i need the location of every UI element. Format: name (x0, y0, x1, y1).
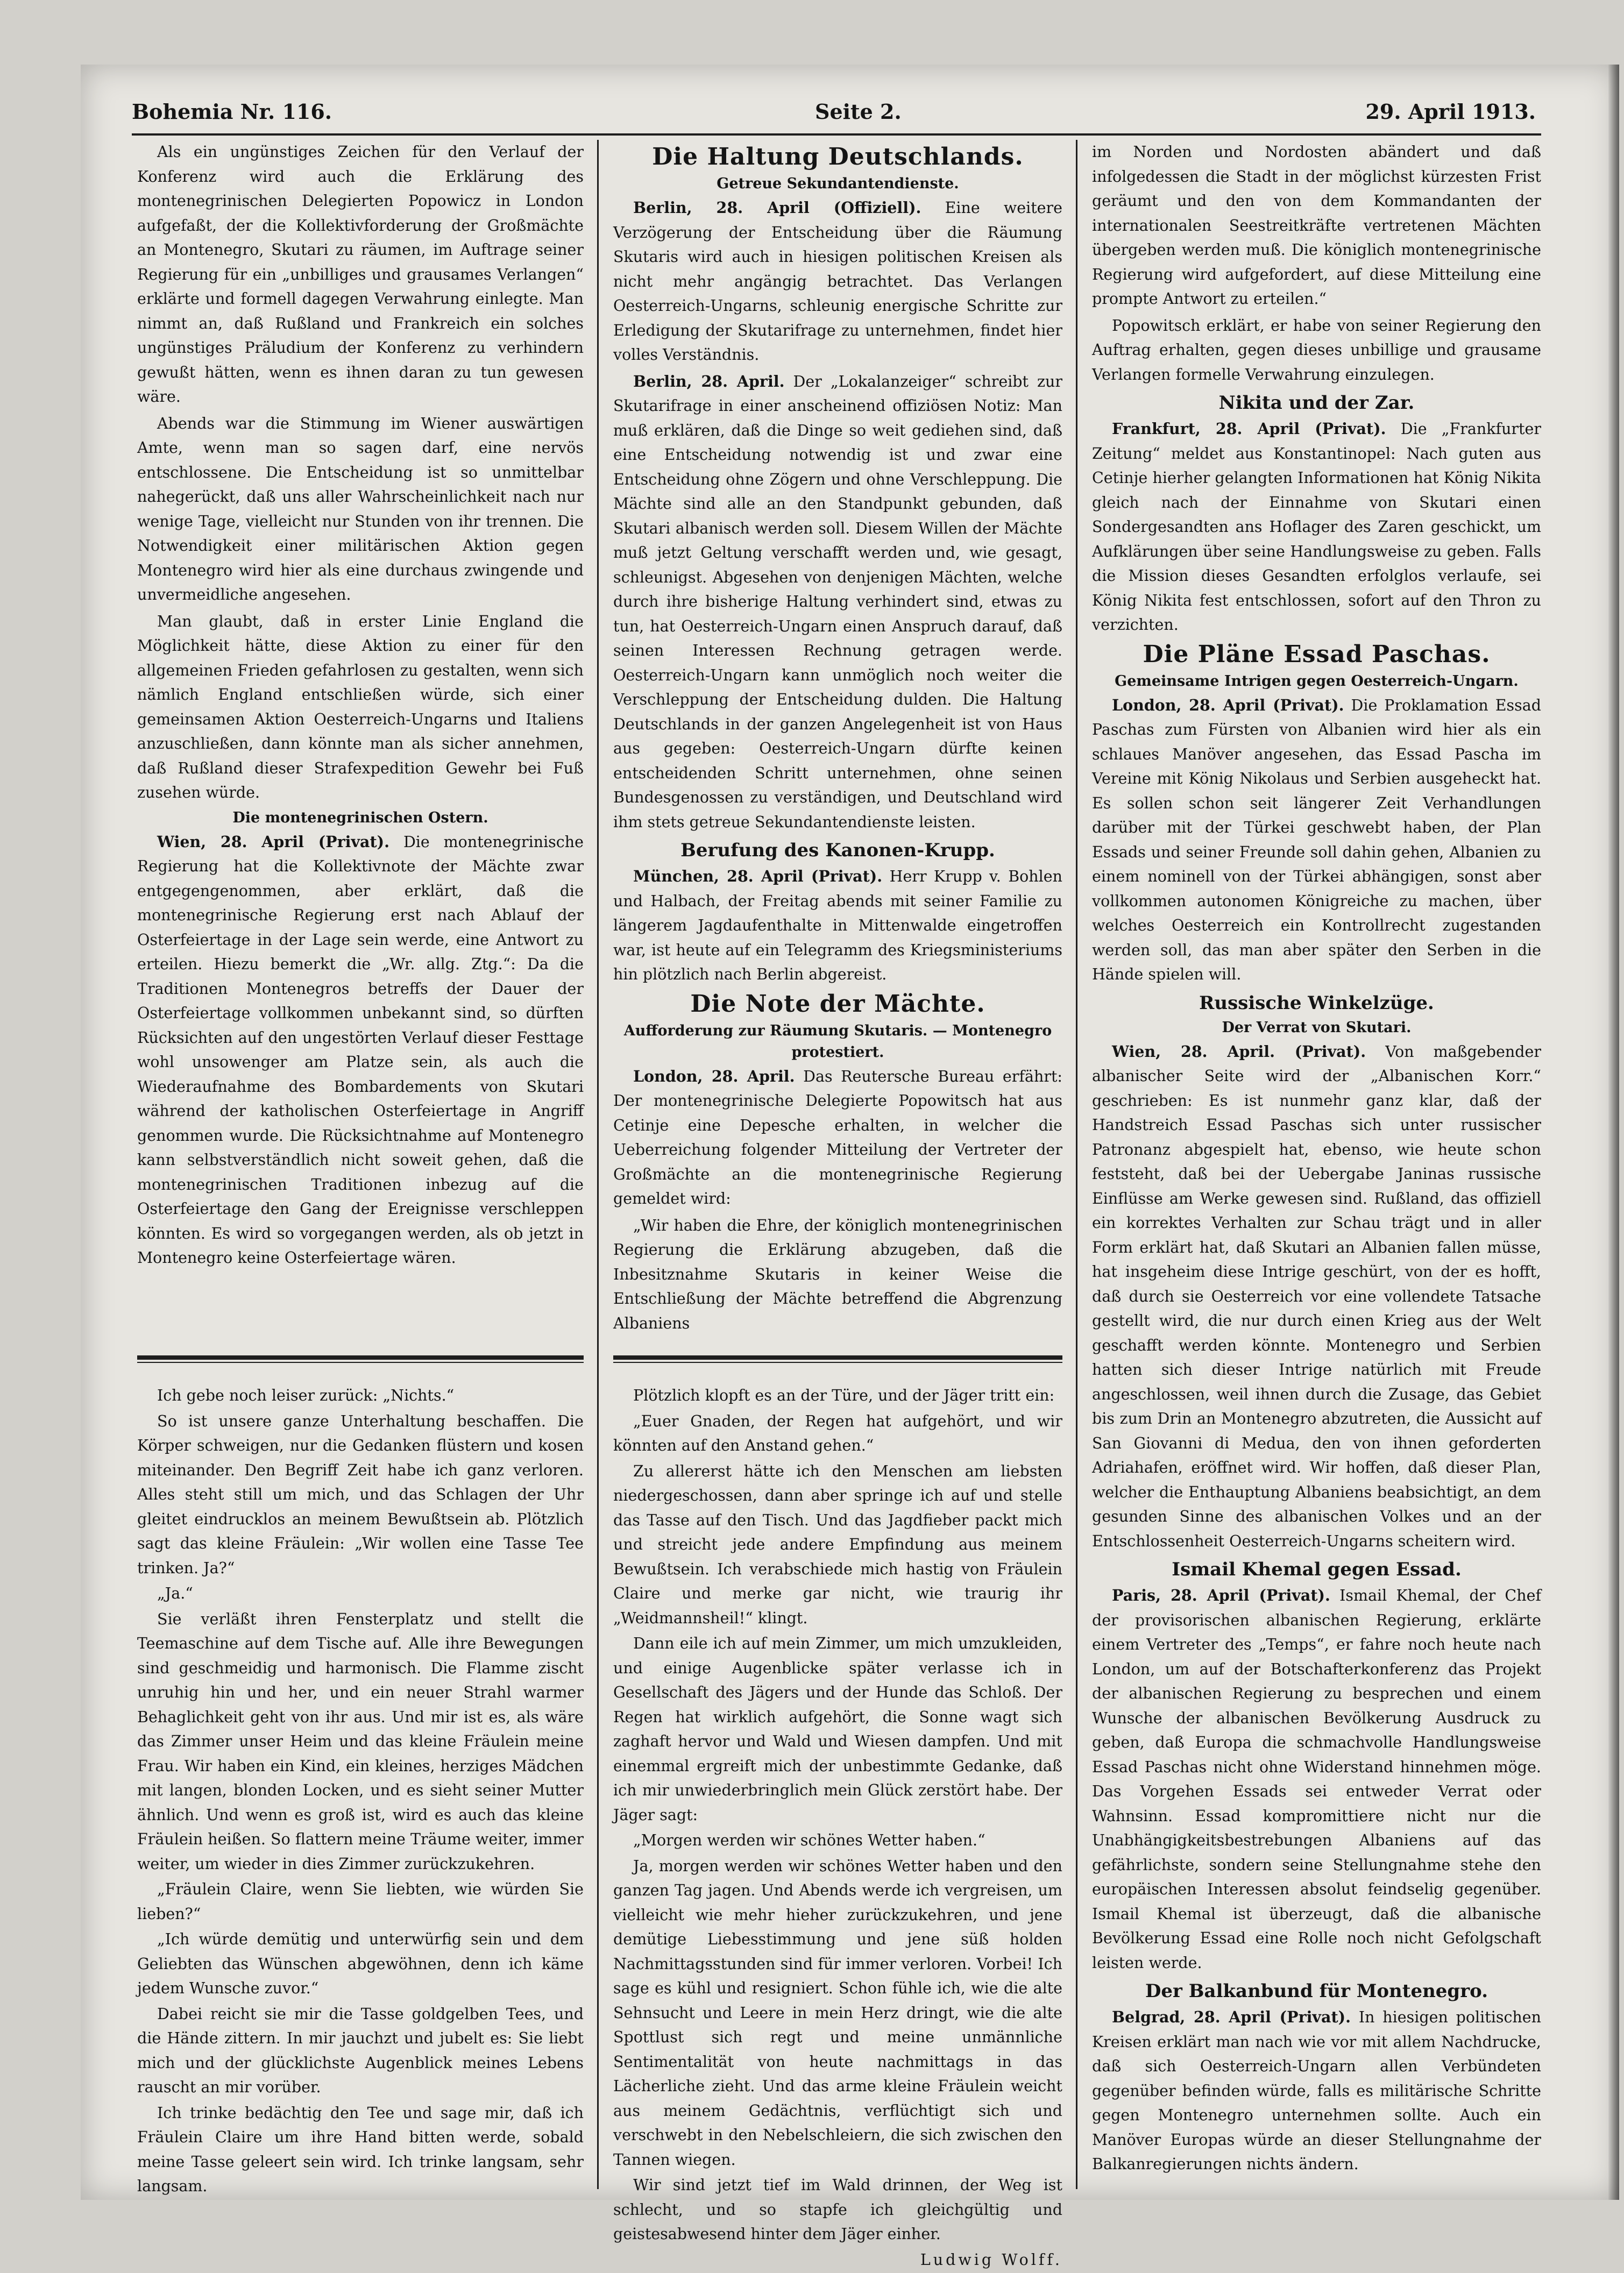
article-text: Das Reutersche Bureau erfährt: Der montenegrinische Delegierte Popowitsch hat aus Cetinje eine Depesche erhalten, in welcher die Ueberreichung folgender Mitteilung der Vertreter der Großmächte an die montenegrinische Regierung gemeldet wird: (613, 1067, 1062, 1207)
issue-date: 29. April 1913. (1365, 100, 1536, 124)
dateline: Frankfurt, 28. April (Privat). (1112, 420, 1386, 438)
feuilleton-paragraph: Dabei reicht sie mir die Tasse goldgelben Tees, und die Hände zittern. In mir jauchzt und jubelt es: Sie liebt mich und der glücklichste Augenblick meines Lebens rauscht an mir vorüber. (137, 2005, 584, 2096)
author-signature: Ludwig Wolff. (920, 2250, 1062, 2269)
article-headline: Ismail Khemal gegen Essad. (1172, 1559, 1462, 1580)
article-text: Die „Frankfurter Zeitung“ meldet aus Konstantinopel: Nach guten aus Cetinje hierher gelangten Informationen hat König Nikita gleich nach der Einnahme von Skutari einen Sondergesandten ans Hoflager des Zaren geschickt, um Aufklärungen über seine Handlungsweise zu geben. Falls die Mission dieses Gesandten erfolglos verlaufe, sei König Nikita fest entschlossen, sofort auf den Thron zu verzichten. (1092, 420, 1542, 634)
header-rule (132, 133, 1541, 136)
article-paragraph: Als ein ungünstiges Zeichen für den Verlauf der Konferenz wird auch die Erklärung des montenegrinischen Delegierten Popowicz in London aufgefaßt, der die Kollektivforderung der Großmächte an Montenegro, Skutari zu räumen, im Auftrage seiner Regierung für ein „unbilliges und grausames Verlangen“ erklärte und formell dagegen Verwahrung einlegte. Man nimmt an, daß Rußland und Frankreich ein solches ungünstiges Präludium der Konferenz zu verhindern gewußt hätten, wenn es ihnen daran zu tun gewesen wäre. (137, 143, 584, 406)
article-paragraph: „Wir haben die Ehre, der königlich montenegrinischen Regierung die Erklärung abzugeben, daß die Inbesitznahme Skutaris in keiner Weise die Entschließung der Mächte betreffend die Abgrenzung Albaniens (613, 1216, 1062, 1332)
feuilleton-column-1 (137, 1383, 584, 2200)
article-headline: Nikita und der Zar. (1218, 392, 1415, 414)
feuilleton-column-2 (613, 1383, 1062, 2273)
article-paragraph: Abends war die Stimmung im Wiener auswärtigen Amte, wenn man so sagen darf, eine nervös entschlossene. Die Entscheidung ist so unmittelbar nahegerückt, daß uns aller Wahrscheinlichkeit nach nur wenige Tage, vielleicht nur Stunden von ihr trennen. Die Notwendigkeit einer militärischen Aktion gegen Montenegro wird hier als eine durchaus zwingende und unvermeidliche angesehen. (137, 414, 584, 603)
feuilleton-paragraph: „Ja.“ (157, 1585, 193, 1602)
article-headline: Die Note der Mächte. (690, 990, 985, 1018)
feuilleton-paragraph: Ich trinke bedächtig den Tee und sage mir, daß ich Fräulein Claire um ihre Hand bitten werde, sobald meine Tasse geleert sein wird. Ich trinke langsam, sehr langsam. (137, 2104, 584, 2195)
article-text: Ismail Khemal, der Chef der provisorischen albanischen Regierung, erklärte einem Vertreter des „Temps“, er fahre noch heute nach London, um auf der Botschafterkonferenz das Projekt der albanischen Regierung zu besprechen und einem Wunsche der albanischen Bevölkerung Ausdruck zu geben, daß Europa die schmachvolle Handlungsweise Essad Paschas nicht ohne Widerstand hinnehmen möge. Das Vorgehen Essads sei entweder Verrat oder Wahnsinn. Essad kompromittiere nicht nur die Unabhängigkeitsbestrebungen Albaniens auf das gefährlichste, sondern seine Stellungnahme stehe den europäischen Interessen absolut feindselig gegenüber. Ismail Khemal ist überzeugt, daß die albanische Bevölkerung Essad eine Rolle noch nicht Gefolgschaft leisten werde. (1092, 1587, 1541, 1972)
feuilleton-paragraph: „Morgen werden wir schönes Wetter haben.“ (633, 1831, 985, 1849)
feuilleton-paragraph: „Fräulein Claire, wenn Sie liebten, wie würden Sie lieben?“ (137, 1880, 584, 1923)
article-headline: Der Balkanbund für Montenegro. (1145, 1980, 1488, 2002)
article-headline: Russische Winkelzüge. (1199, 992, 1434, 1014)
article-paragraph: Popowitsch erklärt, er habe von seiner Regierung den Auftrag erhalten, gegen dieses unbillige und grausame Verlangen formelle Verwahrung einzulegen. (1092, 316, 1541, 383)
feuilleton-paragraph: Zu allererst hätte ich den Menschen am liebsten niedergeschossen, dann aber springe ich auf und stelle das Tasse auf den Tisch. Und das Jagdfieber packt mich und streicht jede andere Empfindung aus meinem Bewußtsein. Ich verabschiede mich hastig von Fräulein Claire und merke gar nicht, wie traurig ihr „Weidmannsheil!“ klingt. (613, 1462, 1062, 1627)
article-paragraph: Man glaubt, daß in erster Linie England die Möglichkeit hätte, diese Aktion zu einer für den allgemeinen Frieden gefahrlosen zu gestalten, wenn sich nämlich England entschließen würde, sich einer gemeinsamen Aktion Oesterreich-Ungarns und Italiens anzuschließen, dann könnte man als sicher annehmen, daß Rußland dieser Strafexpedition Gewehr bei Fuß zusehen würde. (137, 612, 584, 801)
article-subheading: Der Verrat von Skutari. (1222, 1019, 1412, 1036)
dateline: London, 28. April. (633, 1067, 795, 1085)
article-subheading: Aufforderung zur Räumung Skutaris. — Montenegro protestiert. (623, 1022, 1052, 1061)
feuilleton-paragraph: Ja, morgen werden wir schönes Wetter haben und den ganzen Tag jagen. Und Abends werde ich vergreisen, um vielleicht wie mehr hieher zurückzukehren, und jene demütige Liebesstimmung und jene süß holden Nachmittagsstunden sind für immer verloren. Vorbei! Ich sage es kühl und resigniert. Schon fühle ich, wie die alte Sehnsucht und Leere in mein Herz dringt, wie die alte Spottlust sich regt und meine unmännliche Sentimentalität von heute nachmittags in das Lächerliche zieht. Und das arme kleine Fräulein weicht aus meinem Gedächtnis, verflüchtigt sich und verschwebt in den Nebelschleiern, die sich zwischen den Tannen wiegen. (613, 1857, 1062, 2169)
article-text: Die montenegrinische Regierung hat die Kollektivnote der Mächte zwar entgegengenommen, aber erklärt, daß die montenegrinische Regierung erst nach Ablauf der Osterfeiertage in der Lage sein werde, eine Antwort zu erteilen. Hiezu bemerkt die „Wr. allg. Ztg.“: Da die Traditionen Montenegros betreffs der Dauer der Osterfeiertage vollkommen unbekannt sind, so dürften Rücksichten auf den ungestörten Verlauf dieser Festtage wohl unsowenger am Platze sein, als auch die Wiederaufnahme des Bombardements von Skutari während der katholischen Osterfeiertage in Angriff genommen wurde. Die Rücksichtnahme auf Montenegro kann selbstverständlich nicht soweit gehen, daß die montenegrinischen Traditionen inbezug auf die Osterfeiertage den Gang der Ereignisse verschleppen könnten. Es wird so vorgegangen werden, als ob jetzt in Montenegro keine Osterfeiertage wären. (137, 833, 584, 1267)
feuilleton-paragraph: Ich gebe noch leiser zurück: „Nichts.“ (157, 1387, 455, 1404)
column-2 (613, 140, 1062, 1338)
feuilleton-paragraph: Wir sind jetzt tief im Wald drinnen, der Weg ist schlecht, und so stapfe ich gleichgültig und geistesabwesend hinter dem Jäger einher. (613, 2176, 1062, 2243)
dateline: Paris, 28. April (Privat). (1112, 1586, 1330, 1604)
article-headline: Die Pläne Essad Paschas. (1143, 640, 1491, 668)
article-subheading: Gemeinsame Intrigen gegen Oesterreich-Ungarn. (1115, 672, 1519, 690)
column-1 (137, 140, 584, 1273)
feuilleton-column-divider (597, 1372, 599, 2189)
article-paragraph: im Norden und Nordosten abändert und daß infolgedessen die Stadt in der möglichst kürzesten Frist geräumt und den von dem Kommandanten der internationalen Seestreitkräfte vertretenen Mächten übergeben werden muß. Die königlich montenegrinische Regierung wird aufgefordert, auf diese Mitteilung eine prompte Antwort zu erteilen.“ (1092, 143, 1541, 308)
feuilleton-paragraph: „Ich würde demütig und unterwürfig sein und dem Geliebten das Wünschen abgewöhnen, denn ich käme jedem Wunsche zuvor.“ (137, 1930, 584, 1997)
dateline: Berlin, 28. April (Offiziell). (633, 198, 921, 217)
article-text: Herr Krupp v. Bohlen und Halbach, der Freitag abends mit seiner Familie zu längerem Jagdaufenthalte in Mittenwalde eingetroffen war, ist heute auf ein Telegramm des Kriegsministeriums hin plötzlich nach Berlin abgereist. (613, 868, 1062, 983)
article-subheading: Getreue Sekundantendienste. (717, 175, 959, 192)
article-text: Eine weitere Verzögerung der Entscheidung über die Räumung Skutaris wird auch in hiesigen politischen Kreisen als nicht mehr angängig betrachtet. Das Verlangen Oesterreich-Ungarns, schleunig energische Schritte zur Erledigung der Skutarifrage zu unternehmen, findet hier volles Verständnis. (613, 199, 1062, 364)
article-heading: Die montenegrinischen Ostern. (232, 809, 488, 826)
dateline: London, 28. April (Privat). (1112, 695, 1344, 714)
feuilleton-separator (137, 1355, 584, 1360)
dateline: München, 28. April (Privat). (633, 867, 883, 885)
article-headline: Die Haltung Deutschlands. (652, 143, 1024, 171)
dateline: Berlin, 28. April. (633, 372, 785, 390)
newspaper-name: Bohemia Nr. 116. (132, 100, 332, 124)
article-text: Der „Lokalanzeiger“ schreibt zur Skutarifrage in einer anscheinend offiziösen Notiz: Man muß erklären, daß die Dinge so weit gediehen sind, daß eine Entscheidung notwendig ist und zwar eine Entscheidung ohne Zögern und ohne Verschleppung. Die Mächte sind alle an den Standpunkt gebunden, daß Skutari albanisch werden soll. Diesem Willen der Mächte muß jetzt Geltung verschafft werden und, wie gesagt, schleunigst. Abgesehen von denjenigen Mächten, welche durch ihre bisherige Haltung verhindert sind, etwas zu tun, hat Oesterreich-Ungarn einen Anspruch darauf, daß seinen Interessen Rechnung getragen werde. Oesterreich-Ungarn kann unmöglich noch weiter die Verschleppung der Entscheidung dulden. Die Haltung Deutschlands in der ganzen Angelegenheit ist von Haus aus gegeben: Oesterreich-Ungarn dürfte keinen entscheidenden Schritt unternehmen, ohne seinen Bundesgenossen zu verständigen, und Deutschland wird ihm stets getreue Sekundantendienste leisten. (613, 372, 1063, 831)
feuilleton-paragraph: Sie verläßt ihren Fensterplatz und stellt die Teemaschine auf dem Tische auf. Alle ihre Bewegungen sind geschmeidig und harmonisch. Die Flamme zischt unruhig hin und her, und ein neuer Strahl warmer Behaglichkeit geht von ihr aus. Und mir ist es, als wäre das Zimmer unser Heim und das kleine Fräulein meine Frau. Wir haben ein Kind, ein kleines, herziges Mädchen mit langen, blonden Locken, und es sieht seiner Mutter ähnlich. Und wenn es groß ist, wird es auch das kleine Fräulein heißen. So flattern meine Träume weiter, immer weiter, um wieder in dies Zimmer zurückzukehren. (137, 1610, 584, 1873)
feuilleton-separator (613, 1355, 1062, 1360)
dateline: Wien, 28. April. (Privat). (1112, 1042, 1366, 1061)
feuilleton-separator (137, 1362, 584, 1363)
feuilleton-separator (613, 1362, 1062, 1363)
feuilleton-paragraph: So ist unsere ganze Unterhaltung beschaffen. Die Körper schweigen, nur die Gedanken flüstern und kosen miteinander. Den Begriff Zeit habe ich ganz verloren. Alles steht still um mich, und das Schlagen der Uhr gleitet eindrucklos an meinem Bewußtsein ab. Plötzlich sagt das kleine Fräulein: „Wir wollen eine Tasse Tee trinken. Ja?“ (137, 1412, 584, 1577)
page-number: Seite 2. (815, 100, 902, 124)
article-text: Von maßgebender albanischer Seite wird der „Albanischen Korr.“ geschrieben: Es ist nunmehr ganz klar, daß der Handstreich Essad Paschas sich unter russischer Patronanz abgespielt hat, ebenso, wie heute schon feststeht, daß bei der Uebergabe Janinas russische Einflüsse am Werke gewesen sind. Rußland, das offiziell ein korrektes Verhalten zur Schau trägt und in aller Form erklärt hat, daß Skutari an Albanien fallen müsse, hat insgeheim diese Intrige geschürt, von der es hofft, daß durch sie Oesterreich vor eine vollendete Tatsache gestellt wird, die nur durch einen Krieg aus der Welt geschafft werden könnte. Montenegro und Serbien hatten sich dieser Intrige natürlich mit Freude angeschlossen, weil ihnen durch die Zusage, das Gebiet bis zum Drin an Montenegro abzutreten, die Aussicht auf San Giovanni di Medua, den von ihnen geforderten Adriahafen, eröffnet wird. Wir hoffen, daß dieser Plan, welcher die Enthauptung Albaniens beabsichtigt, an dem gesunden Sinne des albanischen Volkes und an der Entschlossenheit Oesterreich-Ungarns scheitern wird. (1092, 1042, 1541, 1550)
column-divider (1076, 140, 1077, 2189)
article-headline: Berufung des Kanonen-Krupp. (680, 840, 995, 861)
feuilleton-paragraph: „Euer Gnaden, der Regen hat aufgehört, und wir könnten auf den Anstand gehen.“ (613, 1412, 1062, 1454)
page-edge-shadow (1608, 65, 1619, 2200)
column-divider (597, 140, 599, 1401)
dateline: Wien, 28. April (Privat). (157, 832, 390, 851)
feuilleton-paragraph: Dann eile ich auf mein Zimmer, um mich umzukleiden, und einige Augenblicke später verlasse ich in Gesellschaft des Jägers und der Hunde das Schloß. Der Regen hat wirklich aufgehört, die Sonne wagt sich zaghaft hervor und Wald und Wiesen dampfen. Und mit einemmal ergreift mich der unbestimmte Gedanke, daß ich mir unwiederbringlich mein Glück zerstört habe. Der Jäger sagt: (613, 1635, 1062, 1824)
column-3 (1092, 140, 1541, 2179)
newspaper-page (81, 65, 1619, 2269)
dateline: Belgrad, 28. April (Privat). (1112, 2008, 1351, 2026)
article-text: Die Proklamation Essad Paschas zum Fürsten von Albanien wird hier als ein schlaues Manöver angesehen, das Essad Pascha im Vereine mit König Nikolaus und Serbien ausgeheckt hat. Es sollen schon seit längerer Zeit Verhandlungen darüber mit der Türkei geschwebt haben, der Plan Essads und seiner Freunde soll dahin gehen, Albanien zu einem nominell von der Türkei abhängigen, sonst aber vollkommen autonomen Königreiche zu machen, über welches Oesterreich ein Kontrollrecht zugestanden werden soll, das man aber später den Serben in die Hände spielen will. (1092, 696, 1541, 983)
feuilleton-paragraph: Plötzlich klopft es an der Türe, und der Jäger tritt ein: (633, 1387, 1055, 1404)
article-text: In hiesigen politischen Kreisen erklärt man nach wie vor mit allem Nachdrucke, daß sich Oesterreich-Ungarn allen Verbündeten gegenüber befinden würde, falls es militärische Schritte gegen Montenegro unternehmen sollte. Auch ein Manöver Europas würde an dieser Stellungnahme der Balkanregierungen nichts ändern. (1092, 2008, 1541, 2173)
